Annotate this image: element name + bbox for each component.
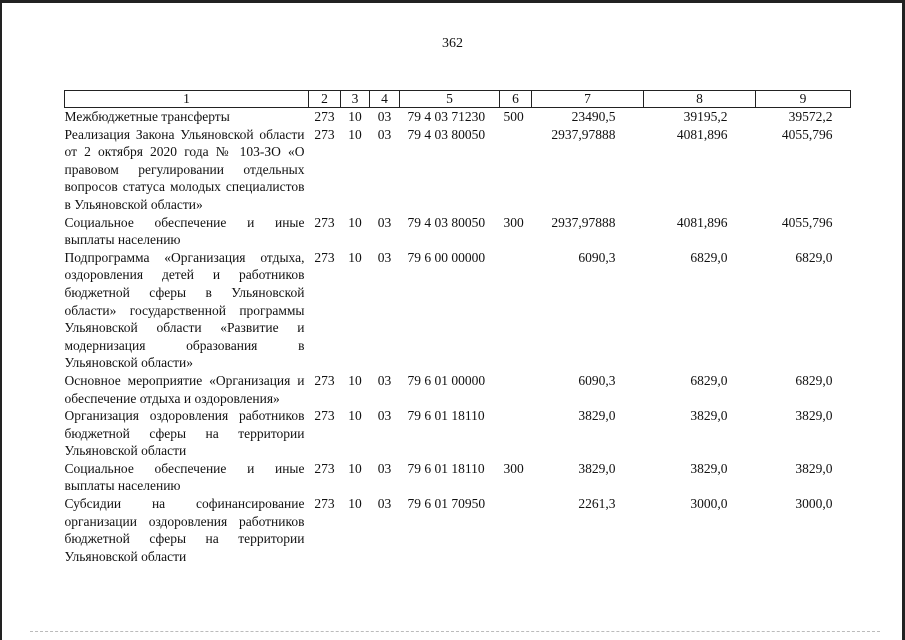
cell-expense-type (500, 126, 532, 214)
cell-subsection: 03 (377, 126, 392, 142)
column-header: 3 (341, 91, 370, 108)
cell-section: 10 (348, 496, 362, 512)
cell-name: Реализация Закона Ульяновской области от 2 октября 2020 года № 103-ЗО «О правовом регулировании отдельных вопросов статуса молодых специалистов в Ульяновской области» (64, 126, 305, 212)
cell-expense-type: 500 (503, 109, 524, 124)
budget-table (64, 90, 851, 565)
cell-subsection: 03 (377, 214, 392, 230)
cell-amount-col9: 4055,796 (781, 214, 833, 230)
cell-expense-type (500, 372, 532, 407)
cell-subsection: 03 (377, 249, 392, 265)
page-bottom-edge (30, 630, 880, 632)
cell-name: Социальное обеспечение и иные выплаты населению (64, 214, 305, 248)
cell-section: 10 (348, 126, 362, 142)
cell-amount-col8: 3829,0 (690, 408, 728, 424)
table-row (65, 126, 851, 214)
page-number: 362 (442, 36, 463, 51)
column-header: 9 (756, 91, 851, 108)
cell-amount-col8: 39195,2 (683, 109, 728, 124)
table-row (65, 249, 851, 372)
cell-amount-col9: 6829,0 (795, 372, 833, 388)
cell-section: 10 (348, 372, 362, 388)
cell-target-article: 79 6 01 70950 (407, 496, 486, 512)
cell-target-article: 79 6 01 18110 (407, 460, 485, 476)
cell-ministry-code: 273 (314, 372, 335, 388)
cell-subsection: 03 (377, 496, 392, 512)
cell-section: 10 (348, 109, 362, 124)
cell-ministry-code: 273 (314, 126, 335, 142)
cell-amount-col7: 2937,97888 (551, 214, 616, 230)
column-header: 1 (65, 91, 309, 108)
cell-section: 10 (348, 460, 362, 476)
cell-ministry-code: 273 (314, 496, 335, 512)
page-border-top (0, 0, 905, 3)
cell-ministry-code: 273 (314, 249, 335, 265)
cell-amount-col8: 3000,0 (690, 496, 728, 512)
cell-amount-col7: 6090,3 (578, 249, 616, 265)
cell-name: Подпрограмма «Организация отдыха, оздоровления детей и работников бюджетной сферы в Ульяновской области» государственной программы Ульяновской области «Развитие и модернизация образования в Ульяновской области» (64, 249, 305, 371)
cell-amount-col9: 39572,2 (788, 109, 833, 124)
cell-expense-type (500, 407, 532, 460)
cell-expense-type (500, 249, 532, 372)
column-header: 5 (400, 91, 500, 108)
table-header-row (65, 91, 851, 108)
cell-target-article: 79 6 01 00000 (407, 372, 486, 388)
table-row (65, 108, 851, 126)
cell-expense-type: 300 (503, 460, 524, 476)
cell-amount-col7: 23490,5 (571, 109, 616, 124)
cell-expense-type: 300 (503, 214, 524, 230)
table-row (65, 372, 851, 407)
cell-amount-col9: 3000,0 (795, 496, 833, 512)
cell-amount-col7: 2261,3 (578, 496, 616, 512)
cell-name: Социальное обеспечение и иные выплаты населению (64, 460, 305, 494)
cell-amount-col7: 6090,3 (578, 372, 616, 388)
cell-section: 10 (348, 214, 362, 230)
cell-amount-col9: 4055,796 (781, 126, 833, 142)
cell-target-article: 79 4 03 71230 (407, 109, 486, 124)
table-row (65, 214, 851, 249)
column-header: 8 (644, 91, 756, 108)
cell-amount-col9: 6829,0 (795, 249, 833, 265)
cell-ministry-code: 273 (314, 109, 335, 124)
table-body (65, 108, 851, 566)
table-row (65, 460, 851, 495)
table-row (65, 407, 851, 460)
cell-section: 10 (348, 408, 362, 424)
cell-ministry-code: 273 (314, 214, 335, 230)
cell-target-article: 79 4 03 80050 (407, 214, 486, 230)
cell-name: Организация оздоровления работников бюджетной сферы на территории Ульяновской области (64, 408, 305, 459)
cell-subsection: 03 (377, 408, 392, 424)
cell-amount-col8: 4081,896 (676, 214, 728, 230)
cell-ministry-code: 273 (314, 408, 335, 424)
column-header: 2 (309, 91, 341, 108)
cell-name: Основное мероприятие «Организация и обеспечение отдыха и оздоровления» (64, 372, 305, 406)
cell-amount-col9: 3829,0 (795, 408, 833, 424)
column-header: 7 (532, 91, 644, 108)
cell-amount-col7: 3829,0 (578, 408, 616, 424)
cell-amount-col8: 4081,896 (676, 126, 728, 142)
cell-subsection: 03 (377, 460, 392, 476)
column-header: 4 (370, 91, 400, 108)
cell-amount-col7: 3829,0 (578, 460, 616, 476)
cell-subsection: 03 (377, 109, 392, 124)
page-border-left (0, 0, 2, 640)
cell-name: Межбюджетные трансферты (64, 109, 230, 124)
cell-target-article: 79 6 00 00000 (407, 249, 486, 265)
cell-subsection: 03 (377, 372, 392, 388)
cell-amount-col7: 2937,97888 (551, 126, 616, 142)
cell-expense-type (500, 495, 532, 565)
cell-target-article: 79 6 01 18110 (407, 408, 485, 424)
cell-ministry-code: 273 (314, 460, 335, 476)
cell-section: 10 (348, 249, 362, 265)
cell-name: Субсидии на софинансирование организации оздоровления работников бюджетной сферы на территории Ульяновской области (64, 496, 305, 564)
cell-amount-col8: 6829,0 (690, 249, 728, 265)
cell-amount-col8: 3829,0 (690, 460, 728, 476)
table-row (65, 495, 851, 565)
cell-target-article: 79 4 03 80050 (407, 126, 486, 142)
column-header: 6 (500, 91, 532, 108)
cell-amount-col9: 3829,0 (795, 460, 833, 476)
cell-amount-col8: 6829,0 (690, 372, 728, 388)
